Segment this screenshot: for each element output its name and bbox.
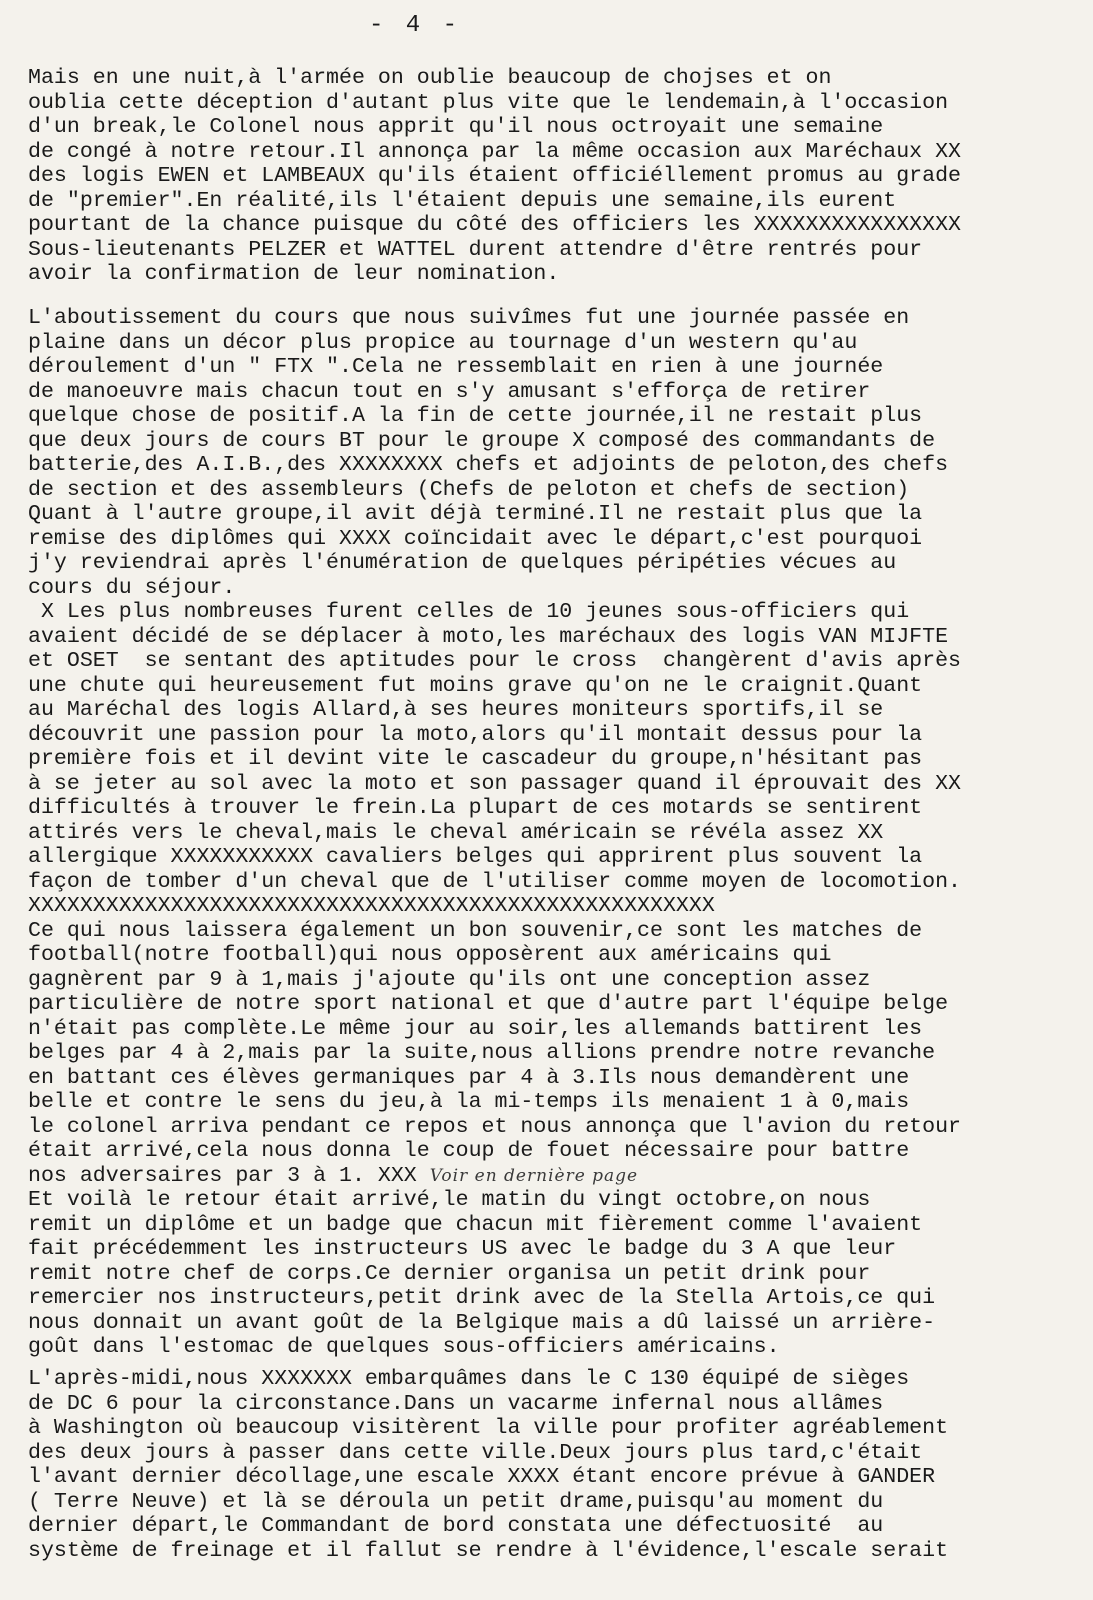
text-line: des deux jours à passer dans cette ville.Deux jours plus tard,c'était — [28, 1440, 923, 1465]
text-line: de section et des assembleurs (Chefs de peloton et chefs de section) — [28, 477, 910, 502]
page-number: - 4 - — [368, 12, 461, 39]
text-line: des logis EWEN et LAMBEAUX qu'ils étaient officiéllement promus au grade — [28, 164, 962, 188]
text-line: football(notre football)qui nous opposèrent aux américains qui — [28, 943, 832, 967]
text-line: fait précédemment les instructeurs US avec le badge du 3 A que leur — [28, 1237, 897, 1261]
text-line: particulière de notre sport national et que d'autre part l'équipe belge — [28, 992, 949, 1016]
handwritten-note: Voir en dernière page — [429, 1165, 639, 1186]
text-line: au Maréchal des logis Allard,à ses heures moniteurs sportifs,il se — [28, 698, 884, 722]
text-line: L'aboutissement du cours que nous suivîmes fut une journée passée en — [28, 306, 910, 330]
text-line: belges par 4 à 2,mais par la suite,nous allions prendre notre revanche — [28, 1041, 936, 1065]
text-line: en battant ces élèves germaniques par 4 à 3.Ils nous demandèrent une — [28, 1065, 910, 1090]
text-line: façon de tomber d'un cheval que de l'utiliser comme moyen de locomotion. — [28, 869, 962, 894]
struck-out-line: XXXXXXXXXXXXXXXXXXXXXXXXXXXXXXXXXXXXXXXXXXXXXXXXXXXXX — [28, 894, 715, 918]
paragraph-2 — [28, 306, 1078, 1360]
text-line: dernier départ,le Commandant de bord constata une défectuosité au — [28, 1514, 884, 1538]
text-line: gagnèrent par 9 à 1,mais j'ajoute qu'ils ont une conception assez — [28, 967, 871, 992]
text-line: le colonel arriva pendant ce repos et nous annonça que l'avion du retour — [28, 1114, 962, 1139]
text-line: Mais en une nuit,à l'armée on oublie beaucoup de chojses et on — [28, 66, 832, 90]
text-line: n'était pas complète.Le même jour au soir,les allemands battirent les — [28, 1016, 923, 1041]
text-line: à se jeter au sol avec la moto et son passager quand il éprouvait des XX — [28, 771, 962, 796]
text-line: Ce qui nous laissera également un bon souvenir,ce sont les matches de — [28, 918, 923, 943]
paragraph-1 — [28, 66, 1078, 287]
text-line: Sous-lieutenants PELZER et WATTEL durent attendre d'être rentrés pour — [28, 237, 923, 262]
text-line: de congé à notre retour.Il annonça par la même occasion aux Maréchaux XX — [28, 139, 962, 164]
text-line: remise des diplômes qui XXXX coïncidait avec le départ,c'est pourquoi — [28, 526, 923, 551]
text-line: première fois et il devint vite le cascadeur du groupe,n'hésitant pas — [28, 747, 923, 771]
text-line: batterie,des A.I.B.,des XXXXXXXX chefs et adjoints de peloton,des chefs — [28, 453, 949, 477]
text-line: oublia cette déception d'autant plus vite que le lendemain,à l'occasion — [28, 90, 949, 115]
text-line: déroulement d'un " FTX ".Cela ne ressemblait en rien à une journée — [28, 355, 884, 379]
text-line: avoir la confirmation de leur nomination. — [28, 262, 560, 286]
text-line: cours du séjour. — [28, 575, 236, 600]
text-line: de manoeuvre mais chacun tout en s'y amusant s'efforça de retirer — [28, 379, 871, 404]
text-line: remit un diplôme et un badge que chacun mit fièrement comme l'avaient — [28, 1212, 923, 1237]
text-line: difficultés à trouver le frein.La plupart de ces motards se sentirent — [28, 796, 923, 820]
text-line: était arrivé,cela nous donna le coup de fouet nécessaire pour battre — [28, 1139, 910, 1163]
text-line: j'y reviendrai après l'énumération de quelques péripéties vécues au — [28, 551, 897, 575]
text-line: une chute qui heureusement fut moins grave qu'on ne le craignit.Quant — [28, 673, 923, 698]
text-line: belle et contre le sens du jeu,à la mi-temps ils menaient 1 à 0,mais — [28, 1090, 910, 1114]
text-line: X Les plus nombreuses furent celles de 10 jeunes sous-officiers qui — [28, 600, 910, 624]
text-line: remercier nos instructeurs,petit drink avec de la Stella Artois,ce qui — [28, 1286, 936, 1310]
text-line: d'un break,le Colonel nous apprit qu'il nous octroyait une semaine — [28, 115, 884, 139]
text-line: Et voilà le retour était arrivé,le matin du vingt octobre,on nous — [28, 1188, 871, 1212]
text-line: avaient décidé de se déplacer à moto,les maréchaux des logis VAN MIJFTE — [28, 624, 949, 649]
paragraph-3 — [28, 1367, 1078, 1563]
text-line: L'après-midi,nous XXXXXXX embarquâmes dans le C 130 équipé de sièges — [28, 1367, 910, 1391]
text-line: l'avant dernier décollage,une escale XXXX étant encore prévue à GANDER — [28, 1465, 936, 1489]
text-line: plaine dans un décor plus propice au tournage d'un western qu'au — [28, 330, 858, 355]
text-line: nous donnait un avant goût de la Belgique mais a dû laissé un arrière- — [28, 1310, 936, 1335]
text-line: système de freinage et il fallut se rendre à l'évidence,l'escale serait — [28, 1538, 949, 1563]
text-line: de DC 6 pour la circonstance.Dans un vacarme infernal nous allâmes — [28, 1391, 884, 1416]
text-line: attirés vers le cheval,mais le cheval américain se révéla assez XX — [28, 820, 884, 845]
text-line: Quant à l'autre groupe,il avit déjà terminé.Il ne restait plus que la — [28, 502, 923, 526]
text-line: goût dans l'estomac de quelques sous-officiers américains. — [28, 1335, 780, 1359]
text-segment: nos adversaires par 3 à 1. XXX — [28, 1163, 430, 1188]
text-line: remit notre chef de corps.Ce dernier organisa un petit drink pour — [28, 1261, 871, 1286]
text-line: découvrit une passion pour la moto,alors qu'il montait dessus pour la — [28, 722, 923, 747]
text-line: à Washington où beaucoup visitèrent la ville pour profiter agréablement — [28, 1416, 949, 1440]
text-line: allergique XXXXXXXXXXX cavaliers belges qui apprirent plus souvent la — [28, 845, 923, 869]
text-line: et OSET se sentant des aptitudes pour le cross changèrent d'avis après — [28, 649, 962, 673]
text-line: ( Terre Neuve) et là se déroula un petit drame,puisqu'au moment du — [28, 1489, 884, 1514]
text-line: que deux jours de cours BT pour le groupe X composé des commandants de — [28, 428, 936, 453]
text-line: de "premier".En réalité,ils l'étaient depuis une semaine,ils eurent — [28, 188, 897, 213]
text-line: pourtant de la chance puisque du côté des officiers les XXXXXXXXXXXXXXXX — [28, 213, 962, 237]
text-line-with-note — [28, 1164, 1078, 1189]
text-line: quelque chose de positif.A la fin de cette journée,il ne restait plus — [28, 404, 923, 428]
